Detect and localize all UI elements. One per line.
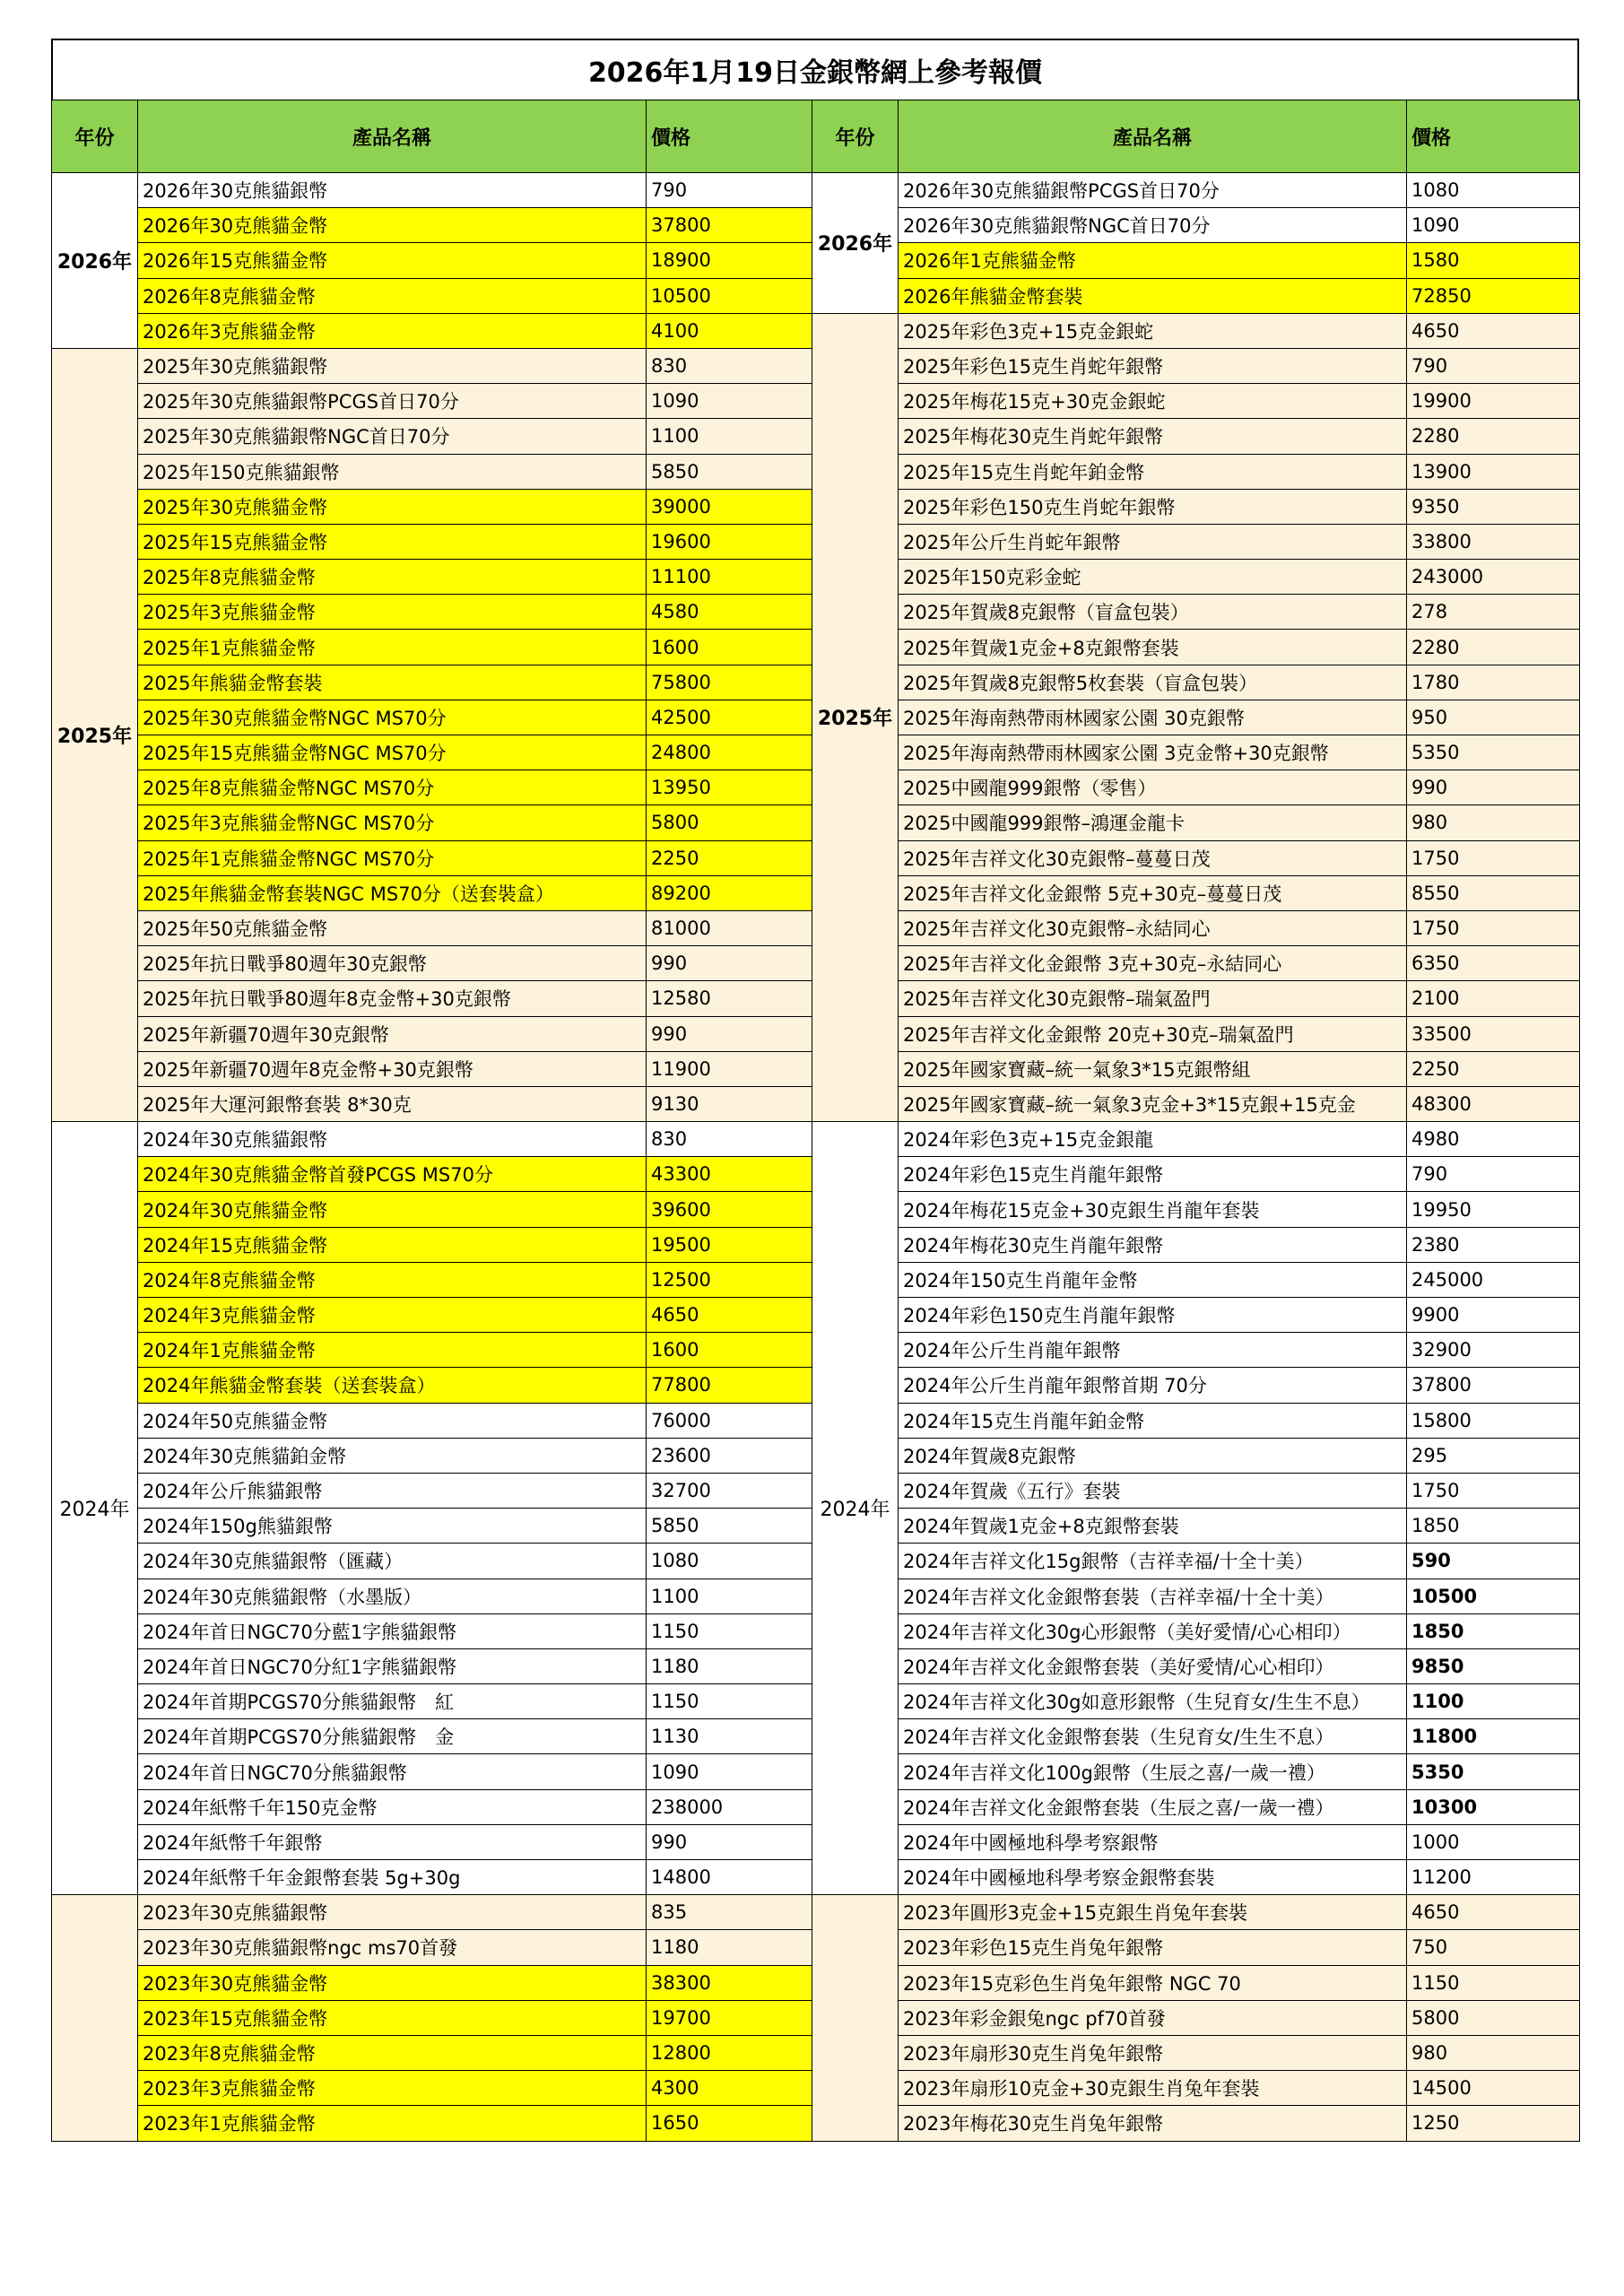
product-name-right: 2024年吉祥文化30g心形銀幣（美好愛情/心心相印）: [899, 1613, 1407, 1648]
product-price-left: 37800: [647, 208, 812, 243]
product-price-left: 32700: [647, 1473, 812, 1508]
product-price-left: 238000: [647, 1789, 812, 1824]
product-name-left: 2023年30克熊貓銀幣: [138, 1895, 647, 1930]
product-price-right: 1580: [1407, 243, 1580, 278]
header-year-right: 年份: [812, 100, 899, 173]
header-price-right: 價格: [1407, 100, 1580, 173]
product-price-right: 2280: [1407, 419, 1580, 454]
product-name-right: 2024年中國極地科學考察銀幣: [899, 1824, 1407, 1859]
product-name-right: 2024年吉祥文化金銀幣套裝（生辰之喜/一歲一禮）: [899, 1789, 1407, 1824]
product-name-left: 2025年30克熊貓銀幣NGC首日70分: [138, 419, 647, 454]
product-price-right: 10300: [1407, 1789, 1580, 1824]
product-name-left: 2024年30克熊貓銀幣（匯藏）: [138, 1544, 647, 1578]
product-price-left: 43300: [647, 1157, 812, 1192]
product-name-left: 2023年3克熊貓金幣: [138, 2071, 647, 2106]
price-sheet: [51, 39, 1579, 2142]
product-name-left: 2024年30克熊貓銀幣: [138, 1122, 647, 1157]
product-price-right: 1850: [1407, 1509, 1580, 1544]
product-price-left: 830: [647, 348, 812, 383]
product-name-right: 2025年賀歲8克銀幣5枚套裝（盲盒包裝）: [899, 665, 1407, 700]
product-name-left: 2026年8克熊貓金幣: [138, 278, 647, 313]
product-price-right: 590: [1407, 1544, 1580, 1578]
table-row: [52, 173, 1580, 208]
product-name-right: 2024年彩色15克生肖龍年銀幣: [899, 1157, 1407, 1192]
product-price-left: 39000: [647, 489, 812, 524]
product-name-left: 2025年新疆70週年30克銀幣: [138, 1016, 647, 1051]
product-name-right: 2024年賀歲《五行》套裝: [899, 1473, 1407, 1508]
year-cell-left: 2025年: [52, 348, 138, 1121]
year-cell-right: 2024年: [812, 1122, 899, 1895]
product-price-right: 750: [1407, 1930, 1580, 1965]
product-name-left: 2023年30克熊貓金幣: [138, 1965, 647, 2000]
product-price-right: 1100: [1407, 1684, 1580, 1719]
product-price-right: 5350: [1407, 735, 1580, 770]
product-name-right: 2025年海南熱帶雨林國家公園 3克金幣+30克銀幣: [899, 735, 1407, 770]
product-name-left: 2024年紙幣千年150克金幣: [138, 1789, 647, 1824]
product-name-right: 2025年彩色15克生肖蛇年銀幣: [899, 348, 1407, 383]
product-price-right: 295: [1407, 1438, 1580, 1473]
product-name-left: 2025年150克熊貓銀幣: [138, 454, 647, 489]
product-price-left: 76000: [647, 1403, 812, 1438]
product-name-left: 2023年8克熊貓金幣: [138, 2035, 647, 2070]
product-price-right: 2280: [1407, 630, 1580, 665]
product-name-left: 2026年30克熊貓銀幣: [138, 173, 647, 208]
product-name-left: 2025年抗日戰爭80週年30克銀幣: [138, 946, 647, 981]
product-name-right: 2024年吉祥文化金銀幣套裝（吉祥幸福/十全十美）: [899, 1578, 1407, 1613]
product-price-right: 1750: [1407, 840, 1580, 875]
product-price-left: 19700: [647, 2000, 812, 2035]
product-name-right: 2024年彩色3克+15克金銀龍: [899, 1122, 1407, 1157]
product-name-left: 2025年8克熊貓金幣: [138, 560, 647, 595]
product-name-right: 2026年1克熊貓金幣: [899, 243, 1407, 278]
product-price-left: 38300: [647, 1965, 812, 2000]
product-name-left: 2024年首日NGC70分紅1字熊貓銀幣: [138, 1648, 647, 1683]
product-name-left: 2026年15克熊貓金幣: [138, 243, 647, 278]
product-name-right: 2023年彩金銀兔ngc pf70首發: [899, 2000, 1407, 2035]
product-name-left: 2025年30克熊貓銀幣: [138, 348, 647, 383]
table-body: [52, 173, 1580, 2142]
product-price-right: 32900: [1407, 1333, 1580, 1368]
product-name-right: 2023年梅花30克生肖兔年銀幣: [899, 2106, 1407, 2141]
product-price-right: 4980: [1407, 1122, 1580, 1157]
product-name-left: 2025年8克熊貓金幣NGC MS70分: [138, 770, 647, 805]
product-name-right: 2025年彩色3克+15克金銀蛇: [899, 313, 1407, 348]
product-price-right: 990: [1407, 770, 1580, 805]
product-price-left: 1180: [647, 1648, 812, 1683]
product-price-left: 5850: [647, 454, 812, 489]
product-price-right: 48300: [1407, 1086, 1580, 1121]
product-price-left: 11100: [647, 560, 812, 595]
product-name-left: 2025年30克熊貓金幣: [138, 489, 647, 524]
product-name-right: 2025年吉祥文化金銀幣 3克+30克–永結同心: [899, 946, 1407, 981]
product-price-right: 11200: [1407, 1860, 1580, 1895]
product-name-right: 2024年梅花30克生肖龍年銀幣: [899, 1227, 1407, 1262]
product-price-right: 33800: [1407, 524, 1580, 559]
product-price-left: 19500: [647, 1227, 812, 1262]
product-price-right: 1750: [1407, 910, 1580, 945]
product-price-right: 1150: [1407, 1965, 1580, 2000]
product-name-left: 2024年3克熊貓金幣: [138, 1298, 647, 1333]
product-name-right: 2025年吉祥文化金銀幣 20克+30克–瑞氣盈門: [899, 1016, 1407, 1051]
product-name-left: 2025年新疆70週年8克金幣+30克銀幣: [138, 1051, 647, 1086]
product-name-left: 2025年抗日戰爭80週年8克金幣+30克銀幣: [138, 981, 647, 1016]
product-price-left: 990: [647, 1016, 812, 1051]
product-name-right: 2024年中國極地科學考察金銀幣套裝: [899, 1860, 1407, 1895]
year-cell-right: [812, 1895, 899, 2141]
product-price-left: 1090: [647, 384, 812, 419]
product-price-left: 990: [647, 946, 812, 981]
year-cell-left: [52, 1895, 138, 2141]
product-name-right: 2025年吉祥文化30克銀幣–永結同心: [899, 910, 1407, 945]
product-price-right: 790: [1407, 1157, 1580, 1192]
product-name-left: 2023年30克熊貓銀幣ngc ms70首發: [138, 1930, 647, 1965]
product-price-left: 835: [647, 1895, 812, 1930]
product-price-left: 19600: [647, 524, 812, 559]
product-name-right: 2023年15克彩色生肖兔年銀幣 NGC 70: [899, 1965, 1407, 2000]
product-name-left: 2024年首日NGC70分藍1字熊貓銀幣: [138, 1613, 647, 1648]
product-name-right: 2025年15克生肖蛇年鉑金幣: [899, 454, 1407, 489]
product-name-right: 2025年賀歲8克銀幣（盲盒包裝）: [899, 595, 1407, 630]
product-price-right: 950: [1407, 700, 1580, 735]
product-price-left: 1150: [647, 1613, 812, 1648]
product-price-right: 2100: [1407, 981, 1580, 1016]
product-price-left: 39600: [647, 1192, 812, 1227]
price-table: [51, 100, 1580, 2142]
year-cell-left: 2026年: [52, 173, 138, 349]
product-price-right: 1850: [1407, 1613, 1580, 1648]
product-price-left: 990: [647, 1824, 812, 1859]
product-name-left: 2025年大運河銀幣套裝 8*30克: [138, 1086, 647, 1121]
product-price-left: 12500: [647, 1262, 812, 1297]
product-price-right: 19950: [1407, 1192, 1580, 1227]
product-price-left: 1090: [647, 1754, 812, 1789]
product-name-left: 2024年30克熊貓銀幣（水墨版）: [138, 1578, 647, 1613]
product-name-right: 2026年30克熊貓銀幣NGC首日70分: [899, 208, 1407, 243]
product-price-right: 13900: [1407, 454, 1580, 489]
product-name-left: 2025年15克熊貓金幣: [138, 524, 647, 559]
product-name-left: 2025年15克熊貓金幣NGC MS70分: [138, 735, 647, 770]
product-price-right: 11800: [1407, 1719, 1580, 1754]
product-price-right: 14500: [1407, 2071, 1580, 2106]
product-price-right: 5800: [1407, 2000, 1580, 2035]
header-name-right: 產品名稱: [899, 100, 1407, 173]
product-price-right: 8550: [1407, 875, 1580, 910]
product-name-right: 2024年公斤生肖龍年銀幣首期 70分: [899, 1368, 1407, 1403]
product-price-right: 19900: [1407, 384, 1580, 419]
product-name-right: 2025年梅花15克+30克金銀蛇: [899, 384, 1407, 419]
product-name-right: 2023年圓形3克金+15克銀生肖兔年套裝: [899, 1895, 1407, 1930]
product-price-left: 1100: [647, 1578, 812, 1613]
product-name-left: 2024年150g熊貓銀幣: [138, 1509, 647, 1544]
product-price-left: 81000: [647, 910, 812, 945]
product-price-left: 1130: [647, 1719, 812, 1754]
product-name-left: 2024年首期PCGS70分熊貓銀幣 紅: [138, 1684, 647, 1719]
product-name-right: 2025年國家寶藏–統一氣象3*15克銀幣組: [899, 1051, 1407, 1086]
product-price-left: 4100: [647, 313, 812, 348]
product-name-right: 2025中國龍999銀幣（零售）: [899, 770, 1407, 805]
product-name-right: 2025年賀歲1克金+8克銀幣套裝: [899, 630, 1407, 665]
product-name-right: 2024年彩色150克生肖龍年銀幣: [899, 1298, 1407, 1333]
product-name-left: 2025年1克熊貓金幣: [138, 630, 647, 665]
header-row: [52, 100, 1580, 173]
product-name-right: 2025年吉祥文化30克銀幣–蔓蔓日茂: [899, 840, 1407, 875]
year-cell-left: 2024年: [52, 1122, 138, 1895]
product-name-left: 2024年50克熊貓金幣: [138, 1403, 647, 1438]
product-name-right: 2024年梅花15克金+30克銀生肖龍年套裝: [899, 1192, 1407, 1227]
product-name-left: 2025年30克熊貓金幣NGC MS70分: [138, 700, 647, 735]
product-price-right: 980: [1407, 805, 1580, 840]
product-price-right: 1750: [1407, 1473, 1580, 1508]
product-price-right: 245000: [1407, 1262, 1580, 1297]
product-price-right: 1000: [1407, 1824, 1580, 1859]
product-name-left: 2024年30克熊貓金幣: [138, 1192, 647, 1227]
product-price-right: 15800: [1407, 1403, 1580, 1438]
product-name-right: 2023年扇形10克金+30克銀生肖兔年套裝: [899, 2071, 1407, 2106]
product-name-left: 2023年15克熊貓金幣: [138, 2000, 647, 2035]
product-name-right: 2025年公斤生肖蛇年銀幣: [899, 524, 1407, 559]
product-price-left: 1600: [647, 630, 812, 665]
product-price-right: 278: [1407, 595, 1580, 630]
product-name-left: 2026年30克熊貓金幣: [138, 208, 647, 243]
product-price-left: 2250: [647, 840, 812, 875]
year-cell-right: 2026年: [812, 173, 899, 314]
product-price-left: 4650: [647, 1298, 812, 1333]
product-price-left: 1650: [647, 2106, 812, 2141]
product-price-left: 42500: [647, 700, 812, 735]
product-name-right: 2026年熊貓金幣套裝: [899, 278, 1407, 313]
product-price-left: 9130: [647, 1086, 812, 1121]
product-price-left: 4300: [647, 2071, 812, 2106]
page-title: 2026年1月19日金銀幣網上參考報價: [51, 39, 1579, 100]
product-name-left: 2024年30克熊貓金幣首發PCGS MS70分: [138, 1157, 647, 1192]
product-name-left: 2024年8克熊貓金幣: [138, 1262, 647, 1297]
product-name-left: 2024年30克熊貓鉑金幣: [138, 1438, 647, 1473]
product-name-right: 2024年15克生肖龍年鉑金幣: [899, 1403, 1407, 1438]
product-price-right: 10500: [1407, 1578, 1580, 1613]
header-year-left: 年份: [52, 100, 138, 173]
product-name-right: 2024年吉祥文化金銀幣套裝（生兒育女/生生不息）: [899, 1719, 1407, 1754]
product-name-left: 2024年首日NGC70分熊貓銀幣: [138, 1754, 647, 1789]
product-price-left: 790: [647, 173, 812, 208]
product-price-left: 89200: [647, 875, 812, 910]
product-name-right: 2024年吉祥文化金銀幣套裝（美好愛情/心心相印）: [899, 1648, 1407, 1683]
product-name-right: 2025年彩色150克生肖蛇年銀幣: [899, 489, 1407, 524]
product-price-right: 33500: [1407, 1016, 1580, 1051]
product-name-right: 2024年公斤生肖龍年銀幣: [899, 1333, 1407, 1368]
product-price-right: 1250: [1407, 2106, 1580, 2141]
product-name-right: 2023年彩色15克生肖兔年銀幣: [899, 1930, 1407, 1965]
product-price-left: 5800: [647, 805, 812, 840]
product-price-left: 1100: [647, 419, 812, 454]
product-name-right: 2024年吉祥文化30g如意形銀幣（生兒育女/生生不息）: [899, 1684, 1407, 1719]
product-price-left: 11900: [647, 1051, 812, 1086]
product-price-left: 23600: [647, 1438, 812, 1473]
product-price-left: 4580: [647, 595, 812, 630]
product-price-right: 790: [1407, 348, 1580, 383]
product-price-right: 2250: [1407, 1051, 1580, 1086]
product-name-left: 2024年熊貓金幣套裝（送套裝盒）: [138, 1368, 647, 1403]
product-price-left: 77800: [647, 1368, 812, 1403]
product-name-right: 2025年海南熱帶雨林國家公園 30克銀幣: [899, 700, 1407, 735]
product-name-left: 2025年3克熊貓金幣: [138, 595, 647, 630]
product-name-left: 2025年熊貓金幣套裝: [138, 665, 647, 700]
product-price-right: 5350: [1407, 1754, 1580, 1789]
table-row: [52, 1122, 1580, 1157]
product-price-left: 12580: [647, 981, 812, 1016]
product-name-right: 2023年扇形30克生肖兔年銀幣: [899, 2035, 1407, 2070]
product-name-right: 2025年國家寶藏–統一氣象3克金+3*15克銀+15克金: [899, 1086, 1407, 1121]
product-name-left: 2025年熊貓金幣套裝NGC MS70分（送套裝盒）: [138, 875, 647, 910]
product-name-left: 2023年1克熊貓金幣: [138, 2106, 647, 2141]
product-name-right: 2024年150克生肖龍年金幣: [899, 1262, 1407, 1297]
product-price-left: 5850: [647, 1509, 812, 1544]
product-price-left: 10500: [647, 278, 812, 313]
product-name-left: 2025年1克熊貓金幣NGC MS70分: [138, 840, 647, 875]
product-price-right: 1080: [1407, 173, 1580, 208]
product-name-right: 2025年梅花30克生肖蛇年銀幣: [899, 419, 1407, 454]
product-price-left: 14800: [647, 1860, 812, 1895]
product-price-left: 1080: [647, 1544, 812, 1578]
product-price-left: 1150: [647, 1684, 812, 1719]
product-price-right: 4650: [1407, 1895, 1580, 1930]
product-price-left: 1180: [647, 1930, 812, 1965]
product-name-left: 2024年15克熊貓金幣: [138, 1227, 647, 1262]
product-price-right: 980: [1407, 2035, 1580, 2070]
product-price-right: 4650: [1407, 313, 1580, 348]
product-price-left: 18900: [647, 243, 812, 278]
product-price-right: 6350: [1407, 946, 1580, 981]
product-name-right: 2025年150克彩金蛇: [899, 560, 1407, 595]
product-name-left: 2024年公斤熊貓銀幣: [138, 1473, 647, 1508]
header-name-left: 產品名稱: [138, 100, 647, 173]
product-name-right: 2024年吉祥文化100g銀幣（生辰之喜/一歲一禮）: [899, 1754, 1407, 1789]
year-cell-right: 2025年: [812, 313, 899, 1121]
product-name-left: 2024年紙幣千年金銀幣套裝 5g+30g: [138, 1860, 647, 1895]
product-price-right: 37800: [1407, 1368, 1580, 1403]
product-price-left: 1600: [647, 1333, 812, 1368]
product-name-left: 2024年首期PCGS70分熊貓銀幣 金: [138, 1719, 647, 1754]
product-price-right: 243000: [1407, 560, 1580, 595]
product-price-right: 72850: [1407, 278, 1580, 313]
product-price-right: 1090: [1407, 208, 1580, 243]
table-row: [52, 313, 1580, 348]
product-name-left: 2025年30克熊貓銀幣PCGS首日70分: [138, 384, 647, 419]
product-name-right: 2024年吉祥文化15g銀幣（吉祥幸福/十全十美）: [899, 1544, 1407, 1578]
product-name-left: 2026年3克熊貓金幣: [138, 313, 647, 348]
product-price-right: 9850: [1407, 1648, 1580, 1683]
product-name-right: 2024年賀歲1克金+8克銀幣套裝: [899, 1509, 1407, 1544]
product-name-right: 2025年吉祥文化30克銀幣–瑞氣盈門: [899, 981, 1407, 1016]
product-name-left: 2025年50克熊貓金幣: [138, 910, 647, 945]
product-price-right: 9350: [1407, 489, 1580, 524]
header-price-left: 價格: [647, 100, 812, 173]
product-name-right: 2024年賀歲8克銀幣: [899, 1438, 1407, 1473]
product-name-left: 2024年1克熊貓金幣: [138, 1333, 647, 1368]
product-price-right: 1780: [1407, 665, 1580, 700]
product-name-right: 2025年吉祥文化金銀幣 5克+30克–蔓蔓日茂: [899, 875, 1407, 910]
product-name-left: 2025年3克熊貓金幣NGC MS70分: [138, 805, 647, 840]
product-price-left: 12800: [647, 2035, 812, 2070]
product-price-left: 830: [647, 1122, 812, 1157]
table-row: [52, 1895, 1580, 1930]
product-price-left: 75800: [647, 665, 812, 700]
product-price-left: 24800: [647, 735, 812, 770]
product-price-left: 13950: [647, 770, 812, 805]
product-price-right: 2380: [1407, 1227, 1580, 1262]
product-name-left: 2024年紙幣千年銀幣: [138, 1824, 647, 1859]
product-name-right: 2026年30克熊貓銀幣PCGS首日70分: [899, 173, 1407, 208]
product-price-right: 9900: [1407, 1298, 1580, 1333]
product-name-right: 2025中國龍999銀幣–鴻運金龍卡: [899, 805, 1407, 840]
